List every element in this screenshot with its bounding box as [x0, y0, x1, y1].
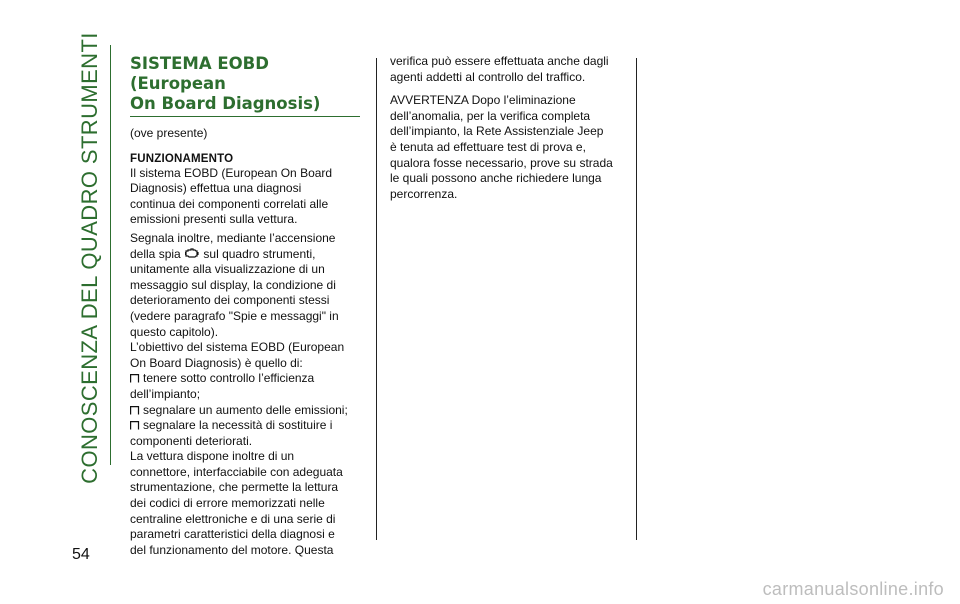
text-line: emissioni presenti sulla vettura. [130, 212, 298, 227]
text-line: è tenuta ad effettuare test di prova e, [390, 139, 586, 154]
square-bullet-icon [130, 372, 140, 381]
text-line: centraline elettroniche e di una serie di [130, 511, 336, 526]
availability-note: (ove presente) [130, 126, 208, 140]
text-line-with-icon [130, 247, 360, 263]
list-item [130, 371, 360, 402]
list-item-text: tenere sotto controllo l’efficienza [143, 371, 315, 386]
paragraph-warning-note [390, 93, 626, 202]
section-title-line: On Board Diagnosis) [130, 94, 321, 113]
text-line: (vedere paragrafo "Spie e messaggi" in [130, 308, 339, 323]
page-number: 54 [72, 546, 90, 563]
engine-check-warning-icon [185, 248, 199, 259]
paragraph-eobd-intro [130, 166, 360, 228]
list-item-text: segnalare un aumento delle emissioni; [143, 402, 348, 417]
paragraph-warning-light [130, 231, 360, 340]
square-bullet-icon [130, 419, 140, 428]
list-item-first-line [130, 418, 360, 434]
list-item [130, 403, 360, 419]
list-item-continuation: dell’impianto; [130, 386, 201, 401]
text-line: qualora fosse necessario, prove su strada [390, 155, 613, 170]
section-title-line: SISTEMA EOBD (European [130, 54, 269, 93]
paragraph-objectives [130, 340, 360, 371]
middle-text-column [390, 54, 626, 202]
left-text-column [130, 54, 360, 558]
text-line: del funzionamento del motore. Questa [130, 542, 334, 557]
text-line: Segnala inoltre, mediante l’accensione [130, 230, 336, 245]
text-line: unitamente alla visualizzazione di un [130, 262, 325, 277]
text-line: La vettura dispone inoltre di un [130, 449, 295, 464]
text-fragment: sul quadro strumenti, [203, 246, 316, 261]
objectives-list [130, 371, 360, 449]
text-fragment: della spia [130, 246, 181, 261]
text-line: le quali possono anche richiedere lunga [390, 171, 602, 186]
square-bullet-icon [130, 404, 140, 413]
text-line: AVVERTENZA Dopo l’eliminazione [390, 93, 576, 108]
paragraph-connector [130, 449, 360, 558]
list-item-continuation: componenti deteriorati. [130, 433, 253, 448]
text-line: connettore, interfacciabile con adeguata [130, 464, 343, 479]
text-line: deterioramento dei componenti stessi [130, 293, 330, 308]
list-item-text: segnalare la necessità di sostituire i [143, 418, 333, 433]
column-divider-right [636, 58, 637, 540]
list-item-first-line [130, 371, 360, 387]
text-line: continua dei componenti correlati alle [130, 196, 329, 211]
text-line: verifica può essere effettuata anche dagli [390, 54, 609, 68]
text-line: dei codici di errore memorizzati nelle [130, 496, 325, 511]
text-line: On Board Diagnosis) è quello di: [130, 355, 303, 370]
text-line: strumentazione, che permette la lettura [130, 480, 339, 495]
text-line: Il sistema EOBD (European On Board [130, 165, 333, 180]
list-item [130, 418, 360, 449]
chapter-side-rule [110, 45, 111, 465]
section-title [130, 54, 360, 117]
text-line: percorrenza. [390, 186, 458, 201]
text-line: dell’impianto, la Rete Assistenziale Jeep [390, 124, 604, 139]
list-item-first-line [130, 403, 360, 419]
text-line: parametri caratteristici della diagnosi e [130, 527, 335, 542]
subheading: FUNZIONAMENTO [130, 152, 234, 165]
paragraph-traffic-check [390, 54, 626, 85]
text-line: dell’anomalia, per la verifica completa [390, 108, 591, 123]
text-line: L’obiettivo del sistema EOBD (European [130, 340, 345, 355]
text-line: questo capitolo). [130, 324, 219, 339]
text-line: messaggio sul display, la condizione di [130, 277, 336, 292]
text-line: Diagnosis) effettua una diagnosi [130, 181, 302, 196]
text-line: agenti addetti al controllo del traffico. [390, 69, 586, 84]
column-divider-left [376, 58, 377, 540]
chapter-title-text: CONOSCENZA DEL QUADRO STRUMENTI [77, 32, 102, 484]
watermark: carmanualsonline.info [762, 579, 944, 599]
